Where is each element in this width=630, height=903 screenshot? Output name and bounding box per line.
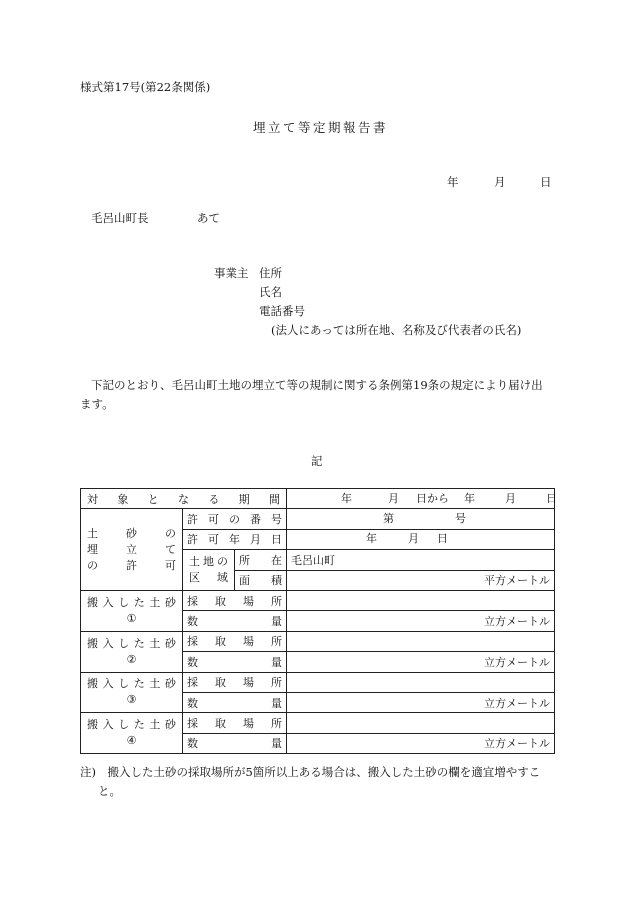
date-day: 日 — [540, 175, 552, 189]
quantity-value[interactable]: 立方メートル — [287, 611, 555, 631]
collect-label: 採 取 場 所 — [183, 672, 287, 692]
soil-1-collect-row — [81, 590, 555, 610]
soil-3-label: 搬 入 し た 土 砂 ③ — [81, 672, 183, 713]
phone-label: 電話番号 — [259, 304, 305, 318]
period-label: 対 象 と な る 期 間 — [81, 489, 287, 509]
footnote-line2: と。 — [98, 784, 121, 798]
collect-label: 採 取 場 所 — [183, 590, 287, 610]
applicant-note: (法人にあっては所在地、名称及び代表者の氏名) — [271, 323, 522, 337]
soil-4-label: 搬 入 し た 土 砂 ④ — [81, 713, 183, 754]
addressee-suffix: あて — [197, 211, 220, 225]
collect-value[interactable] — [287, 713, 555, 733]
location-value[interactable]: 毛呂山町 — [287, 550, 555, 570]
permit-date-value[interactable]: 年 月 日 — [287, 529, 555, 549]
date-month: 月 — [494, 175, 506, 189]
ki-heading: 記 — [311, 454, 323, 468]
soil-2-label: 搬 入 し た 土 砂 ② — [81, 631, 183, 672]
collect-label: 採 取 場 所 — [183, 713, 287, 733]
name-label: 氏名 — [259, 285, 282, 299]
quantity-value[interactable]: 立方メートル — [287, 652, 555, 672]
period-row — [81, 489, 555, 509]
collect-label: 採 取 場 所 — [183, 631, 287, 651]
body-text-line1: 下記のとおり、毛呂山町土地の埋立て等の規制に関する条例第19条の規定により届け出 — [91, 378, 543, 392]
applicant-label: 事業主 — [214, 266, 249, 280]
body-text-line2: ます。 — [80, 397, 114, 411]
quantity-label: 数 量 — [183, 733, 287, 753]
soil-3-collect-row — [81, 672, 555, 692]
address-label: 住所 — [259, 266, 282, 280]
collect-value[interactable] — [287, 590, 555, 610]
soil-1-label: 搬 入 し た 土 砂 ① — [81, 590, 183, 631]
permit-number-value[interactable]: 第 号 — [287, 509, 555, 529]
permit-group-label: 土 砂 の 埋 立 て の 許 可 — [81, 509, 183, 591]
land-area-label: 土 地 の 区 域 — [183, 550, 235, 591]
footnote-line1: 注) 搬入した土砂の採取場所が5箇所以上ある場合は、搬入した土砂の欄を適宜増やすこ — [80, 765, 541, 779]
location-label: 所 在 — [235, 550, 287, 570]
document-title: 埋立て等定期報告書 — [253, 120, 389, 135]
soil-4-collect-row — [81, 713, 555, 733]
quantity-value[interactable]: 立方メートル — [287, 692, 555, 712]
form-number: 様式第17号(第22条関係) — [80, 80, 211, 94]
report-table — [80, 488, 555, 754]
area-value[interactable]: 平方メートル — [287, 570, 555, 590]
date-year: 年 — [447, 175, 459, 189]
addressee-name: 毛呂山町長 — [91, 211, 149, 225]
area-label: 面 積 — [235, 570, 287, 590]
collect-value[interactable] — [287, 672, 555, 692]
collect-value[interactable] — [287, 631, 555, 651]
quantity-label: 数 量 — [183, 652, 287, 672]
permit-number-label: 許 可 の 番 号 — [183, 509, 287, 529]
quantity-label: 数 量 — [183, 692, 287, 712]
period-value[interactable]: 年 月 日から 年 月 日 — [287, 489, 555, 509]
quantity-value[interactable]: 立方メートル — [287, 733, 555, 753]
soil-2-collect-row — [81, 631, 555, 651]
permit-number-row — [81, 509, 555, 529]
permit-date-label: 許 可 年 月 日 — [183, 529, 287, 549]
quantity-label: 数 量 — [183, 611, 287, 631]
